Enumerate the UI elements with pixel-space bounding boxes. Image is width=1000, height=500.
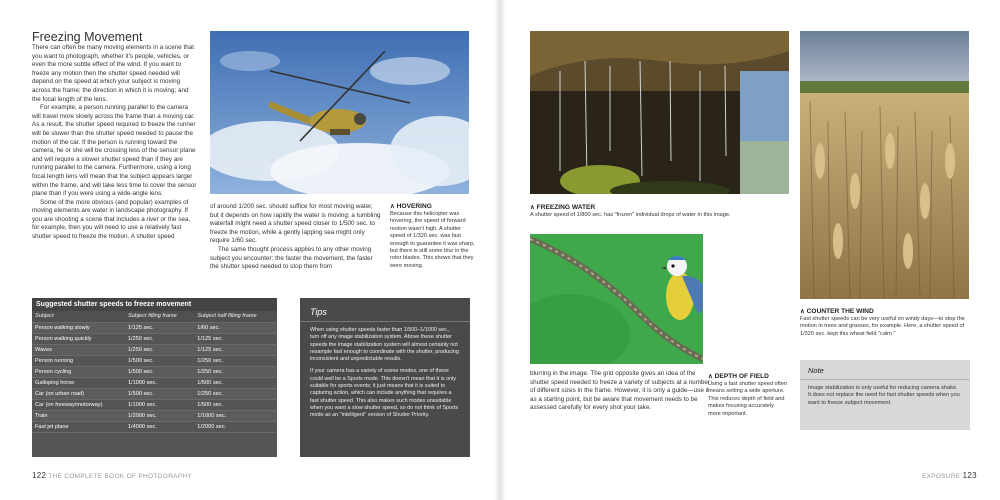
paragraph: There can often be many moving elements in a scene that you want to photograph, whether it's people, vehicles, or even the more subtle effect of the wind. If you want to freeze any motion then the shutter speed needed will depend on the speed at which your subject is moving across the frame; the direction in which it is moving; and the focal length of the lens.	[32, 44, 195, 103]
table-cell: 1/60 sec.	[194, 322, 277, 333]
table-row	[32, 344, 277, 355]
body-column-1	[32, 44, 198, 242]
blue-tit-photo	[530, 234, 703, 364]
table-cell: Galloping horse	[32, 377, 125, 388]
table-row	[32, 333, 277, 344]
page-title: Freezing Movement	[32, 30, 143, 44]
caption-heading: ∧ FREEZING WATER	[530, 204, 596, 211]
freezing-water-caption	[530, 203, 785, 219]
table-row	[32, 377, 277, 388]
table-cell: 1/1000 sec.	[125, 399, 194, 410]
table-cell: 1/125 sec.	[125, 322, 194, 333]
table-cell: 1/125 sec.	[194, 333, 277, 344]
tips-box	[300, 298, 470, 457]
folio-text: THE COMPLETE BOOK OF PHOTOGRAPHY	[48, 473, 193, 480]
shutter-speed-table	[32, 298, 277, 457]
table-header-cell: Subject	[32, 311, 125, 322]
body-column-right	[530, 370, 714, 413]
helicopter-photo	[210, 31, 469, 194]
table-title: Suggested shutter speeds to freeze movement	[32, 298, 277, 311]
note-text: Image stabilization is only useful for reducing camera shake. It does not replace the need for fast shutter speeds when you want to freeze subject movement.	[808, 385, 960, 406]
caption-heading: ∧ COUNTER THE WIND	[800, 308, 874, 315]
table-cell: 1/2000 sec.	[125, 410, 194, 421]
right-folio	[922, 471, 977, 480]
page-number: 122	[32, 471, 47, 480]
table-row	[32, 410, 277, 421]
caption-heading: ∧ DEPTH OF FIELD	[708, 373, 769, 380]
table-row	[32, 322, 277, 333]
caption-text: Because this helicopter was hovering, the speed of forward motion wasn't high. A shutter speed of 1/320 sec. was fast enough to guarantee it was sharp, but there is still some blur in the rotor blades. This shows that they were moving.	[390, 211, 475, 269]
table-cell: 1/125 sec.	[194, 344, 277, 355]
paragraph: Some of the more obvious (and popular) examples of moving elements are water in landscape photography. If you are shooting a scene that includes a river or the sea, for example, then you will need to use a relatively fast shutter speed to freeze the motion. A shutter speed	[32, 198, 191, 241]
paragraph: of around 1/200 sec. should suffice for most moving water, but it depends on how rapidly the water is moving: a tumbling waterfall might need a shutter speed closer to 1/500 sec. to freeze the motion, while a gently lapping sea might only require 1/60 sec.	[210, 203, 381, 245]
waterfall-photo	[530, 31, 789, 194]
note-title: Note	[800, 360, 970, 380]
paragraph: For example, a person running parallel to the camera will travel more slowly across the frame than a moving car. As a result, the shutter speed required to freeze the runner will be slower than the shutter speed needed to pause the motion of the car. If the person is running toward the camera, he or she will be crossing less of the sensor plane and will require a slower shutter speed than if they are running parallel to the camera. Furthermore, using a long focal length lens will mean that the subject appears larger within the frame, and will take less time to cover the sensor plane than if you were using a wide-angle lens.	[32, 104, 197, 198]
table-row	[32, 366, 277, 377]
tips-title: Tips	[300, 298, 470, 322]
table	[32, 311, 277, 433]
table-cell: Person running	[32, 355, 125, 366]
table-cell: 1/1000 sec.	[125, 377, 194, 388]
caption-text: Fast shutter speeds can be very useful on windy days—to stop the motion in trees and grasses, for example. Here, a shutter speed of 1/320 sec. kept this wheat field "calm."	[800, 316, 965, 337]
caption-text: A shutter speed of 1/800 sec. has "frozen" individual drops of water in this image.	[530, 212, 731, 218]
table-cell: 1/500 sec.	[194, 377, 277, 388]
table-cell: Person walking slowly	[32, 322, 125, 333]
tips-paragraph: When using shutter speeds faster than 1/500–1/1000 sec., turn off any image stabilization system. Above these shutter speeds the image stabilization system will almost certainly not resample fast enough to coordinate with the shutter, producing inconsistent and unpredictable results.	[310, 327, 459, 363]
paragraph: The same thought process applies to any other moving subject you encounter: the faster the movement, the faster the shutter speed needed to stop them from	[210, 245, 373, 271]
table-cell: 1/500 sec.	[194, 399, 277, 410]
table-cell: Car (on urban road)	[32, 388, 125, 399]
table-header-row	[32, 311, 277, 322]
wheat-field-photo	[800, 31, 969, 299]
page-number: 123	[962, 471, 977, 480]
tips-paragraph: If your camera has a variety of scene modes, one of these could well be a Sports mode. This doesn't mean that it is only suitable for sports events; it just means that it is suited to capturing action, which can include anything that requires a fast shutter speed. This also makes such modes unsuitable when you want a slow shutter speed, so do not think of Sports mode as an "intelligent" version of Shutter Priority.	[310, 368, 459, 419]
folio-text: EXPOSURE	[922, 473, 961, 480]
table-cell: 1/1000 sec.	[194, 410, 277, 421]
table-cell: 1/250 sec.	[194, 366, 277, 377]
table-cell: 1/250 sec.	[125, 333, 194, 344]
note-box	[800, 360, 970, 430]
table-cell: 1/500 sec.	[125, 355, 194, 366]
table-cell: 1/500 sec.	[125, 388, 194, 399]
caption-heading: ∧ HOVERING	[390, 203, 432, 210]
table-cell: 1/4000 sec.	[125, 421, 194, 432]
paragraph: blurring in the image. The grid opposite gives an idea of the shutter speed needed to freeze a variety of subjects at a number of different sizes in the frame. However, it is only a guide—use it as a starting point, but be aware that movement needs to be assessed carefully for every shot your take.	[530, 370, 710, 412]
table-row	[32, 399, 277, 410]
table-cell: Fast jet plane	[32, 421, 125, 432]
page-gutter	[494, 0, 506, 500]
table-cell: 1/500 sec.	[125, 366, 194, 377]
depth-of-field-caption	[708, 372, 788, 418]
table-cell: Waves	[32, 344, 125, 355]
caption-text: Using a fast shutter speed often means setting a wide aperture. This reduces depth of field and makes focusing accurately more important.	[708, 381, 787, 417]
table-header-cell: Subject filling frame	[125, 311, 194, 322]
table-row	[32, 421, 277, 432]
table-cell: Person cycling	[32, 366, 125, 377]
body-column-2	[210, 203, 382, 272]
table-header-cell: Subject half filling frame	[194, 311, 277, 322]
left-folio	[32, 471, 192, 480]
table-cell: 1/250 sec.	[194, 388, 277, 399]
table-cell: 1/2000 sec.	[194, 421, 277, 432]
table-cell: 1/250 sec.	[125, 344, 194, 355]
counter-wind-caption	[800, 307, 972, 338]
table-cell: Person walking quickly	[32, 333, 125, 344]
table-cell: 1/250 sec.	[194, 355, 277, 366]
table-row	[32, 388, 277, 399]
hovering-caption	[390, 202, 476, 270]
table-cell: Train	[32, 410, 125, 421]
table-cell: Car (on freeway/motorway)	[32, 399, 125, 410]
table-row	[32, 355, 277, 366]
